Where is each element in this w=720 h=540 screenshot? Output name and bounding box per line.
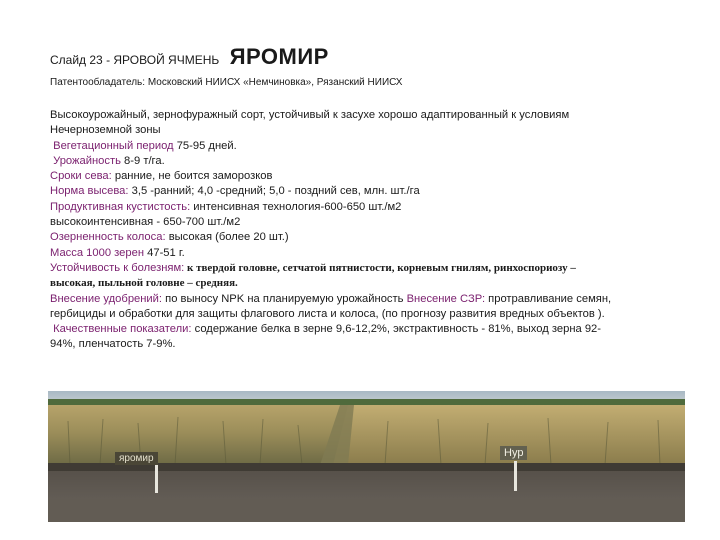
- thousand-grain-mass-value: 47-51 г.: [144, 246, 185, 259]
- intro-line: Высокоурожайный, зернофуражный сорт, устойчивый к засухе хорошо адаптированный к условиям: [50, 109, 570, 121]
- plot-label-nur: Нур: [500, 446, 527, 460]
- disease-resistance-value-2: высокая, пыльной головне – средняя.: [50, 277, 238, 290]
- grain-count: [50, 230, 700, 245]
- plot-label-yaromir: яромир: [115, 452, 158, 465]
- disease-resistance-label: Устойчивость к болезням:: [50, 261, 185, 274]
- fertilization-label: Внесение удобрений:: [50, 292, 163, 305]
- quality-value: содержание белка в зерне 9,6-12,2%, экстрактивность - 81%, выход зерна 92-: [191, 323, 602, 336]
- description-block: [50, 108, 700, 353]
- quality-value-2: 94%, пленчатость 7-9%.: [50, 338, 176, 351]
- tillering-label: Продуктивная кустистость:: [50, 200, 191, 213]
- grain-count-value: высокая (более 20 шт.): [165, 231, 289, 244]
- sowing-time: [50, 169, 700, 184]
- grain-count-label: Озерненность колоса:: [50, 231, 166, 244]
- tillering: [50, 200, 700, 215]
- sowing-time-label: Сроки сева:: [50, 170, 112, 183]
- yield: [50, 154, 700, 169]
- vegetation-period-value: 75-95 дней.: [173, 139, 237, 152]
- thousand-grain-mass: [50, 246, 700, 261]
- plant-protection-label: Внесение СЗР:: [406, 292, 486, 305]
- intro-line: Нечерноземной зоны: [50, 124, 161, 137]
- yield-value: 8-9 т/га.: [120, 154, 165, 167]
- seeding-rate: [50, 184, 700, 199]
- field-photo: [48, 391, 685, 522]
- sowing-time-value: ранние, не боится заморозков: [111, 170, 273, 183]
- thousand-grain-mass-label: Масса 1000 зерен: [50, 246, 145, 259]
- plant-protection-value-2: гербициды и обработки для защиты флагового листа и колоса, (по прогнозу развития вредных объектов ).: [50, 307, 605, 320]
- slide-title-subtitle: Слайд 23 - ЯРОВОЙ ЯЧМЕНЬ: [50, 53, 220, 67]
- quality: [50, 322, 700, 337]
- variety-name: ЯРОМИР: [229, 44, 329, 69]
- quality-label: Качественные показатели:: [53, 323, 192, 336]
- fertilization-value: по выносу NPK на планируемую урожайность: [162, 292, 407, 305]
- seeding-rate-value: 3,5 -ранний; 4,0 -средний; 5,0 - поздний сев, млн. шт./га: [128, 185, 420, 198]
- disease-resistance-value: к твердой головне, сетчатой пятнистости, корневым гнилям, ринхоспориозу –: [184, 261, 576, 274]
- yield-label: Урожайность: [53, 154, 121, 167]
- slide-title: [50, 44, 329, 70]
- patent-holder: Патентообладатель: Московский НИИСХ «Немчиновка», Рязанский НИИСХ: [50, 77, 403, 88]
- seeding-rate-label: Норма высева:: [50, 185, 129, 198]
- vegetation-period-label: Вегетационный период: [53, 139, 174, 152]
- plant-protection-value: протравливание семян,: [485, 292, 612, 305]
- vegetation-period: [50, 139, 700, 154]
- fertilization: [50, 292, 700, 307]
- tillering-value-2: высокоинтенсивная - 650-700 шт./м2: [50, 216, 241, 229]
- tillering-value: интенсивная технология-600-650 шт./м2: [190, 200, 402, 213]
- disease-resistance: [50, 261, 700, 276]
